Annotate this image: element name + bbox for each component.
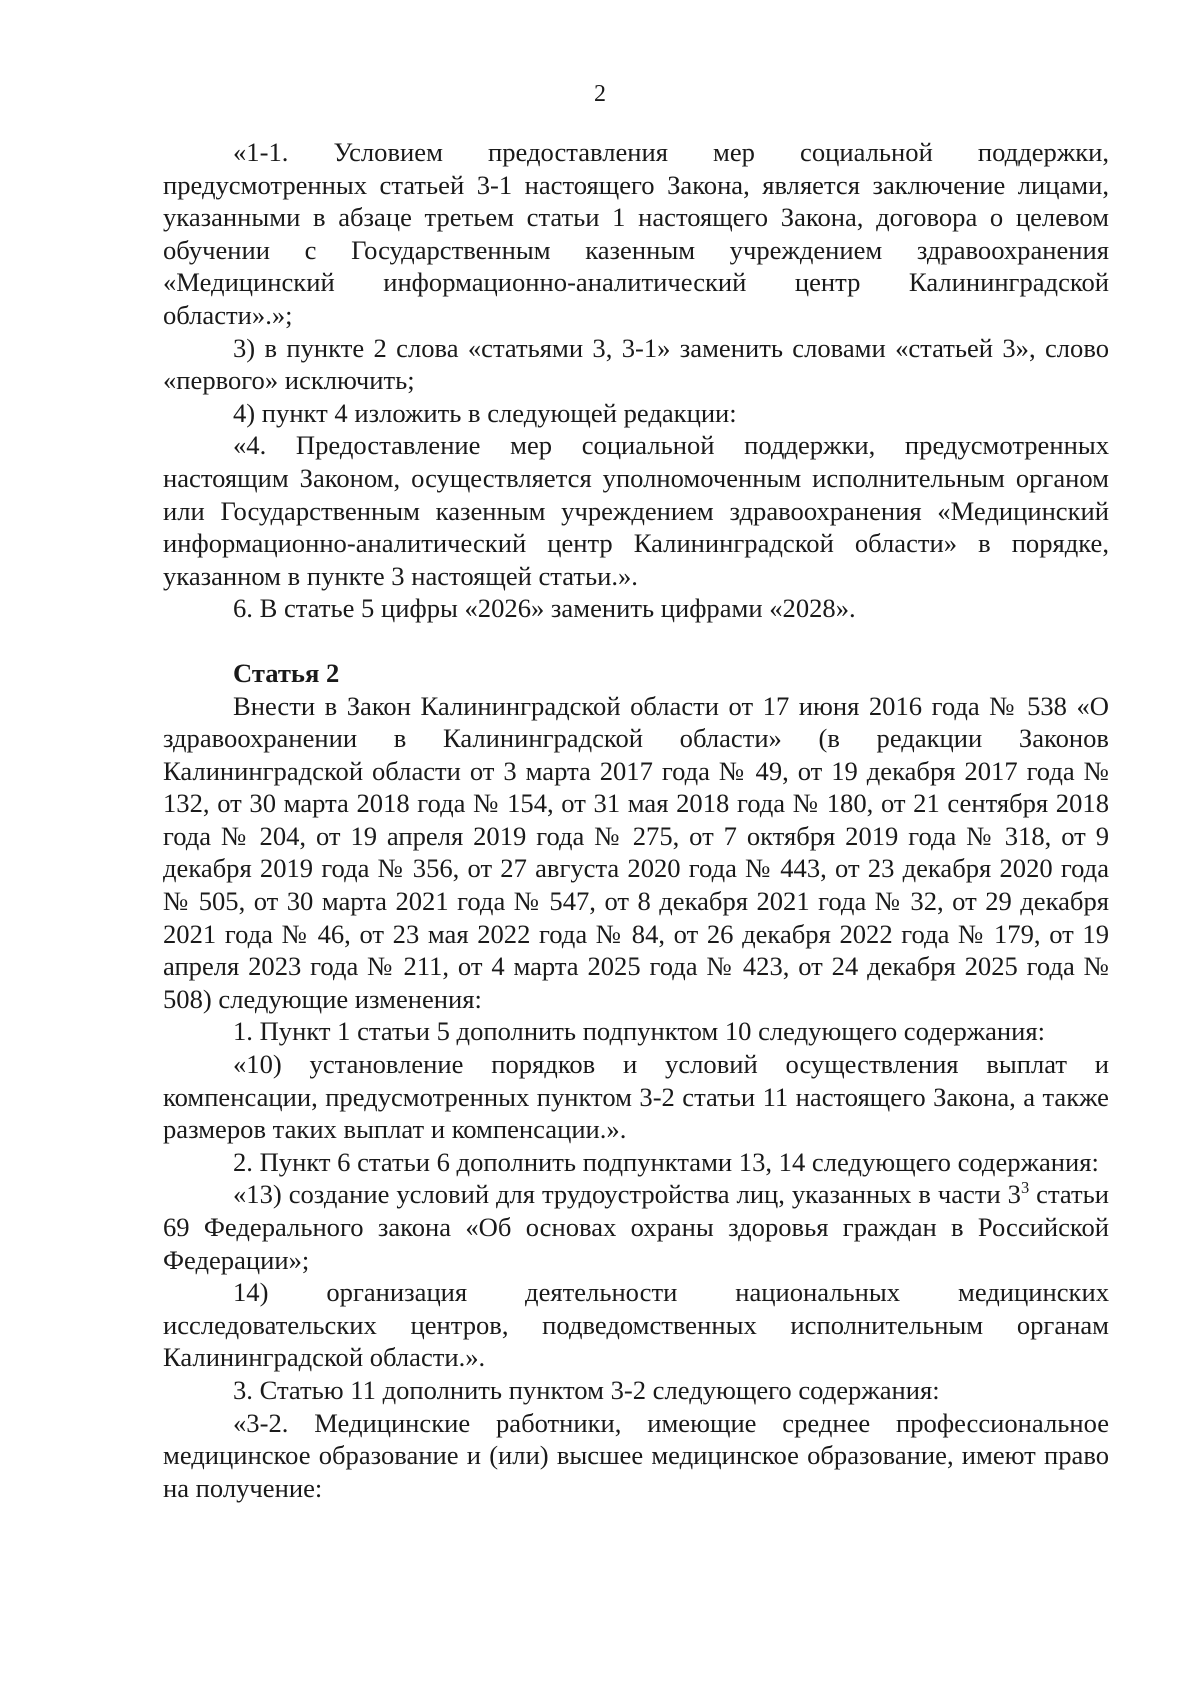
subitem-13-text-start: «13) создание условий для трудоустройства лиц, указанных в части 3 [233,1179,1021,1210]
paragraph-item-3: 3) в пункте 2 слова «статьями 3, 3-1» заменить словами «статьей 3», слово «первого» исключить; [163,332,1109,396]
document-body [163,136,1109,1504]
paragraph-subitem-10: «10) установление порядков и условий осуществления выплат и компенсации, предусмотренных пунктом 3-2 статьи 11 настоящего Закона, а также размеров таких выплат и компенсации.». [163,1049,1109,1145]
paragraph-item-4: 4) пункт 4 изложить в следующей редакции: [233,397,737,428]
paragraph-amendment-intro: Внести в Закон Калининградской области от 17 июня 2016 года № 538 «О здравоохранении в Калининградской области» (в редакции Законов Калининградской области от 3 марта 2017 года № 49, от 19 декабря 2017 года № 132, от 30 марта 2018 года № 154, от 31 мая 2018 года № 180, от 21 сентября 2018 года № 204, от 19 апреля 2019 года № 275, от 7 октября 2019 года № 318, от 9 декабря 2019 года № 356, от 27 августа 2020 года № 443, от 23 декабря 2020 года № 505, от 30 марта 2021 года № 547, от 8 декабря 2021 года № 32, от 29 декабря 2021 года № 46, от 23 мая 2022 года № 84, от 26 декабря 2022 года № 179, от 19 апреля 2023 года № 211, от 4 марта 2025 года № 423, от 24 декабря 2025 года № 508) следующие изменения: [163,690,1109,1014]
paragraph-item-6: 6. В статье 5 цифры «2026» заменить цифрами «2028». [233,593,856,624]
paragraph-subitem-14: 14) организация деятельности национальных медицинских исследовательских центров, подведомственных исполнительным органам Калининградской области.». [163,1277,1109,1373]
paragraph-subitem-13 [163,1178,1109,1276]
subitem-13-text-end: статьи 69 Федерального закона «Об основах охраны здоровья граждан в Российской Федерации»; [163,1179,1109,1275]
part-number-superscript: 3 [1020,1178,1030,1198]
paragraph-clause-1-1: «1-1. Условием предоставления мер социальной поддержки, предусмотренных статьей 3-1 настоящего Закона, является заключение лицами, указанными в абзаце третьем статьи 1 настоящего Закона, договора о целевом обучении с Государственным казенным учреждением здравоохранения «Медицинский информационно-аналитический центр Калининградской области».»; [163,137,1109,330]
paragraph-change-2: 2. Пункт 6 статьи 6 дополнить подпунктами 13, 14 следующего содержания: [233,1146,1099,1177]
article-heading: Статья 2 [233,657,340,688]
paragraph-clause-4: «4. Предоставление мер социальной поддержки, предусмотренных настоящим Законом, осуществляется уполномоченным исполнительным органом или Государственным казенным учреждением здравоохранения «Медицинский информационно-аналитический центр Калининградской области» в порядке, указанном в пункте 3 настоящей статьи.». [163,430,1109,591]
paragraph-clause-3-2: «3-2. Медицинские работники, имеющие среднее профессиональное медицинское образование и (или) высшее медицинское образование, имеют право на получение: [163,1407,1109,1503]
page-number: 2 [594,81,606,107]
paragraph-change-1: 1. Пункт 1 статьи 5 дополнить подпунктом 10 следующего содержания: [233,1016,1046,1047]
paragraph-change-3: 3. Статью 11 дополнить пунктом 3-2 следующего содержания: [233,1374,940,1405]
